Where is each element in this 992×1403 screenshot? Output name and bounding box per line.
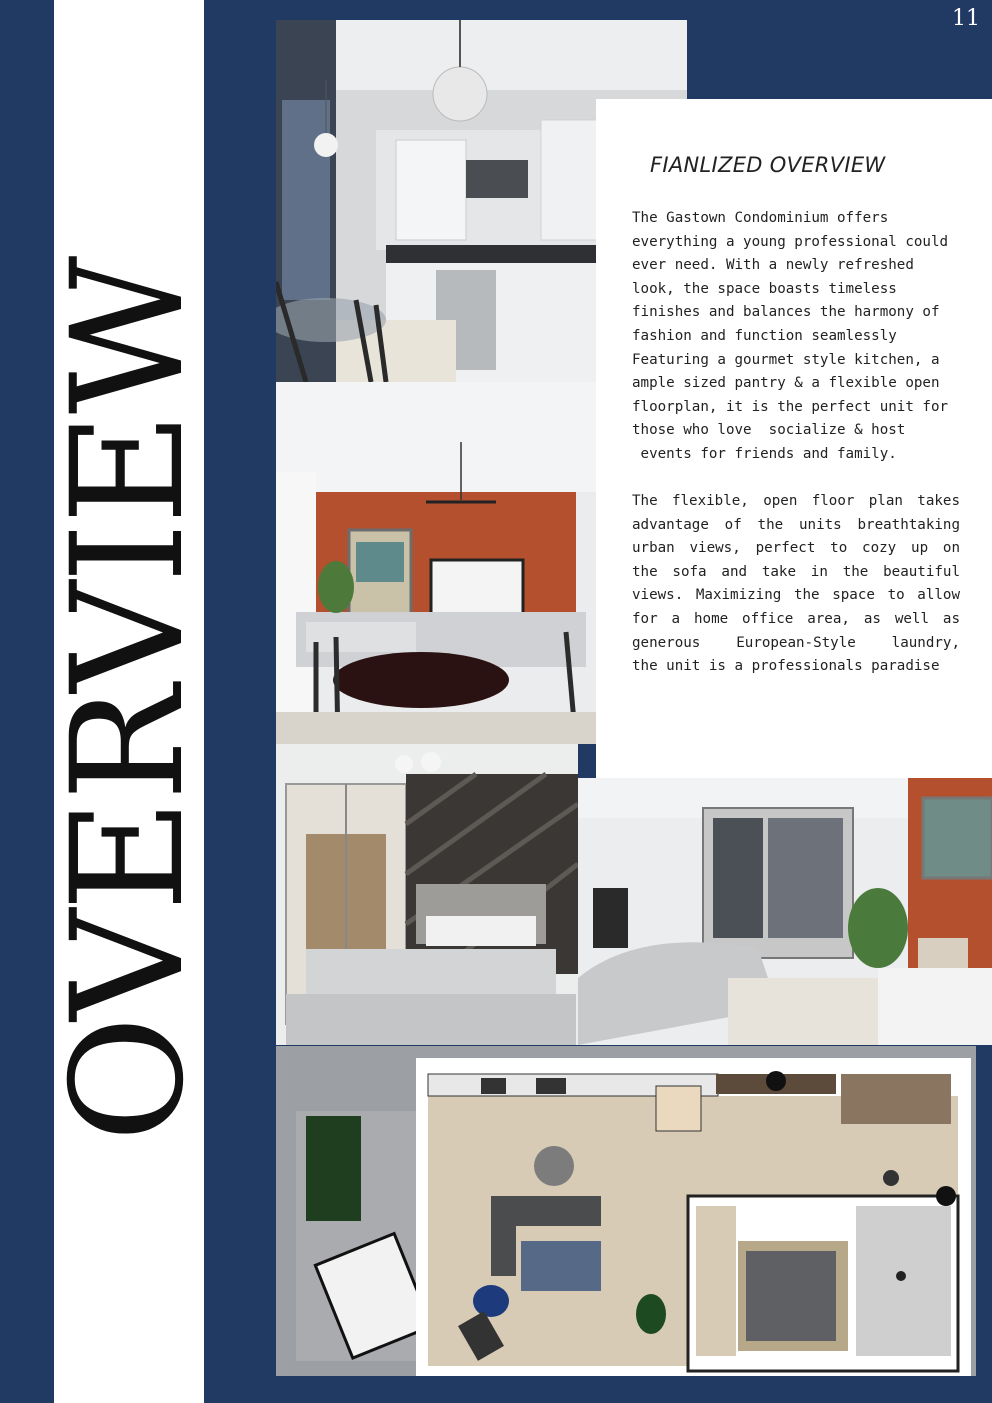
- paragraph-line: the sofa and take in the beautiful: [632, 563, 960, 580]
- overview-text-panel: [596, 99, 992, 778]
- floorplan-paragraph: [632, 490, 960, 679]
- paragraph-line: those who love socialize & host: [632, 422, 906, 439]
- paragraph-line: The Gastown Condominium offers: [632, 210, 889, 226]
- paragraph-line: everything a young professional could: [632, 233, 949, 250]
- paragraph-line: floorplan, it is the perfect unit for: [632, 398, 949, 415]
- paragraph-line: urban views, perfect to cozy up on: [632, 540, 960, 557]
- paragraph-line: the unit is a professionals paradise: [632, 658, 940, 675]
- vertical-title: OVERVIEW: [39, 257, 218, 1143]
- paragraph-line: look, the space boasts timeless: [632, 280, 897, 297]
- intro-paragraph: [632, 207, 960, 467]
- paragraph-line: The flexible, open floor plan takes: [632, 493, 960, 509]
- paragraph-line: finishes and balances the harmony of: [632, 304, 940, 321]
- floor-plan: [276, 1046, 976, 1376]
- paragraph-line: events for friends and family.: [632, 445, 897, 462]
- paragraph-line: generous European-Style laundry,: [632, 634, 960, 651]
- living-room-render: [276, 382, 596, 744]
- paragraph-line: Featuring a gourmet style kitchen, a: [632, 351, 940, 368]
- paragraph-line: ever need. With a newly refreshed: [632, 257, 914, 274]
- paragraph-line: views. Maximizing the space to allow: [632, 587, 960, 604]
- bedroom-render: [276, 744, 578, 1045]
- paragraph-line: fashion and function seamlessly: [632, 327, 897, 344]
- paragraph-line: for a home office area, as well as: [632, 610, 960, 627]
- panel-heading: FIANLIZED OVERVIEW: [650, 153, 886, 177]
- paragraph-line: ample sized pantry & a flexible open: [632, 375, 940, 392]
- paragraph-line: advantage of the units breathtaking: [632, 516, 960, 533]
- lounge-render: [578, 778, 992, 1045]
- page-number: 11: [952, 6, 980, 31]
